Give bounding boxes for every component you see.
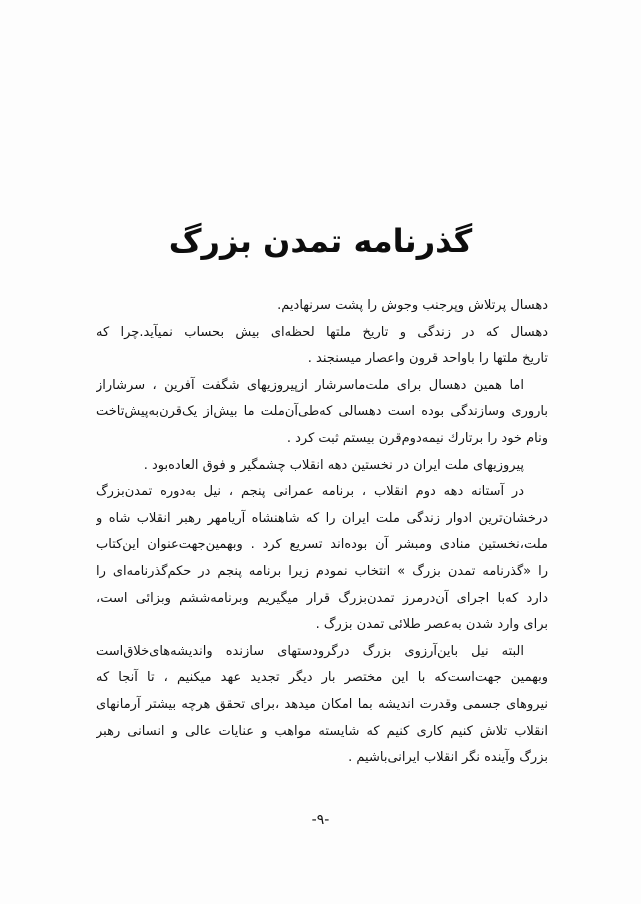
page-title: گذرنامه تمدن بزرگ: [168, 222, 473, 260]
text-line: درخشان‌ترین ادوار زندگی ملت ایران را که شاهنشاه آریامهر رهبر انقلاب شاه و: [96, 510, 548, 526]
text-line: بزرگ وآینده نگر انقلاب ایرانی‌باشیم .: [348, 750, 548, 766]
text-line: وبهمین جهت‌است‌که با این مختصر بار دیگر تجدید عهد میکنیم ، تا آنجا که: [96, 670, 548, 686]
text-line: را «گذرنامه تمدن بزرگ » انتخاب نمودم زیرا برنامه پنجم در حکم‌گذرنامه‌ای را: [96, 563, 548, 579]
text-line: دارد که‌با اجرای آن‌درمرز تمدن‌بزرگ قرار میگیریم وبرنامه‌ششم وبزائی است،: [96, 590, 548, 606]
text-line: باروری وسازندگی بوده است دهسالی که‌طی‌آن‌ملت ما بیش‌از یک‌قرن‌به‌پیش‌تاخت: [96, 404, 548, 420]
text-line: در آستانه دهه دوم انقلاب ، برنامه عمرانی پنجم ، نیل به‌دوره تمدن‌بزرگ: [96, 484, 524, 500]
text-line: دهسال که در زندگی و تاریخ ملتها لحظه‌ای بیش بحساب نمیآید.چرا که: [96, 324, 548, 340]
body-text: [96, 293, 548, 772]
page-number: -۹-: [311, 812, 330, 828]
text-line: برای وارد شدن به‌عصر طلائی تمدن بزرگ .: [315, 617, 548, 633]
text-line: دهسال پرتلاش وپرجنب وجوش را پشت سرنهادیم.: [277, 298, 548, 313]
text-line: ملت،نخستین منادی ومبشر آن بوده‌اند تسریع کرد . وبهمین‌جهت‌عنوان این‌کتاب: [96, 537, 548, 553]
text-line: نیروهای جسمی وقدرت اندیشه بما امکان میدهد ،برای تحقق هرچه بیشتر آرمانهای: [96, 696, 548, 712]
text-line: اما همین دهسال برای ملت‌ماسرشار ازپیروزیهای شگفت آفرین ، سرشاراز: [96, 377, 524, 393]
text-line: البته نیل باین‌آرزوی بزرگ درگرودستهای سازنده واندیشه‌های‌خلاق‌است: [96, 643, 524, 659]
text-line: انقلاب تلاش کنیم کاری کنیم که شایسته مواهب و عنایات عالی و انسانی رهبر: [96, 723, 548, 739]
text-line: ونام خود را برتارك نیمه‌دوم‌قرن بیستم ثبت کرد .: [286, 430, 548, 446]
text-line: پیروزیهای ملت ایران در نخستین دهه انقلاب چشمگیر و فوق العاده‌بود .: [143, 457, 524, 473]
text-line: تاریخ ملتها را باواحد قرون واعصار میسنجند .: [307, 351, 548, 367]
